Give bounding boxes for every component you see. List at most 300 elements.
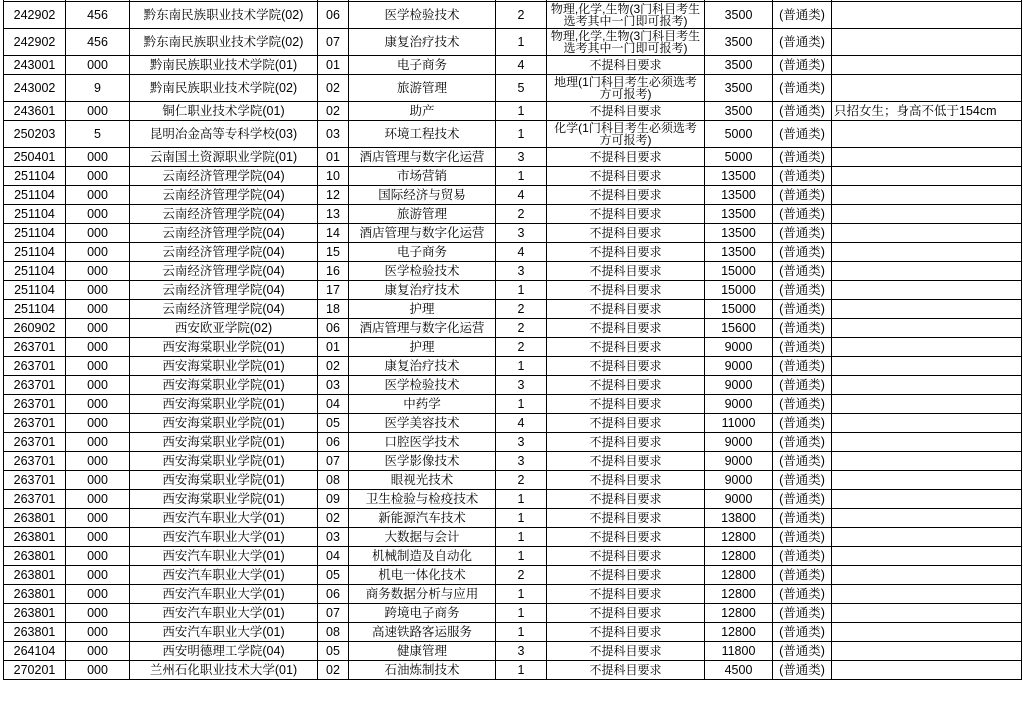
table-row — [4, 2, 1022, 29]
subject-requirement-cell: 地理(1门科目考生必须选考方可报考) — [547, 75, 705, 102]
table-row — [4, 509, 1022, 528]
subject-group-cell: 000 — [66, 338, 130, 357]
category-cell: (普通类) — [773, 2, 832, 29]
subject-requirement-cell: 不提科目要求 — [547, 205, 705, 224]
subject-requirement-cell: 不提科目要求 — [547, 148, 705, 167]
subject-requirement-cell: 化学(1门科目考生必须选考方可报考) — [547, 121, 705, 148]
subject-group-cell: 000 — [66, 585, 130, 604]
plan-count-cell: 2 — [496, 300, 547, 319]
institution-name-cell: 铜仁职业技术学院(01) — [130, 102, 318, 121]
remarks-cell — [832, 148, 1022, 167]
subject-group-cell: 000 — [66, 148, 130, 167]
category-cell: (普通类) — [773, 490, 832, 509]
major-code-cell: 01 — [318, 148, 349, 167]
table-row — [4, 471, 1022, 490]
tuition-cell: 13500 — [705, 243, 773, 262]
major-code-cell: 13 — [318, 205, 349, 224]
category-cell: (普通类) — [773, 395, 832, 414]
major-name-cell: 市场营销 — [349, 167, 496, 186]
institution-code-cell: 263701 — [4, 414, 66, 433]
tuition-cell: 13500 — [705, 224, 773, 243]
institution-code-cell: 263701 — [4, 376, 66, 395]
category-cell: (普通类) — [773, 338, 832, 357]
major-code-cell: 05 — [318, 414, 349, 433]
major-name-cell: 商务数据分析与应用 — [349, 585, 496, 604]
category-cell: (普通类) — [773, 205, 832, 224]
major-name-cell: 医学美容技术 — [349, 414, 496, 433]
institution-code-cell: 263801 — [4, 547, 66, 566]
subject-requirement-cell: 不提科目要求 — [547, 376, 705, 395]
tuition-cell: 9000 — [705, 395, 773, 414]
major-name-cell: 旅游管理 — [349, 75, 496, 102]
admission-plan-table — [3, 0, 1022, 680]
remarks-cell — [832, 29, 1022, 56]
subject-group-cell: 000 — [66, 186, 130, 205]
category-cell: (普通类) — [773, 281, 832, 300]
institution-name-cell: 西安海棠职业学院(01) — [130, 471, 318, 490]
category-cell: (普通类) — [773, 509, 832, 528]
major-code-cell: 04 — [318, 547, 349, 566]
major-code-cell: 05 — [318, 566, 349, 585]
category-cell: (普通类) — [773, 528, 832, 547]
remarks-cell — [832, 585, 1022, 604]
plan-count-cell: 1 — [496, 395, 547, 414]
subject-group-cell: 000 — [66, 319, 130, 338]
category-cell: (普通类) — [773, 585, 832, 604]
major-name-cell: 康复治疗技术 — [349, 357, 496, 376]
institution-code-cell: 263701 — [4, 452, 66, 471]
institution-code-cell: 251104 — [4, 262, 66, 281]
major-code-cell: 08 — [318, 471, 349, 490]
tuition-cell: 12800 — [705, 528, 773, 547]
table-row — [4, 102, 1022, 121]
subject-requirement-cell: 不提科目要求 — [547, 528, 705, 547]
tuition-cell: 9000 — [705, 357, 773, 376]
plan-count-cell: 4 — [496, 186, 547, 205]
institution-name-cell: 西安海棠职业学院(01) — [130, 452, 318, 471]
institution-name-cell: 西安海棠职业学院(01) — [130, 338, 318, 357]
remarks-cell — [832, 661, 1022, 680]
subject-group-cell: 000 — [66, 661, 130, 680]
category-cell: (普通类) — [773, 547, 832, 566]
institution-code-cell: 263701 — [4, 395, 66, 414]
major-name-cell: 酒店管理与数字化运营 — [349, 224, 496, 243]
institution-name-cell: 兰州石化职业技术大学(01) — [130, 661, 318, 680]
subject-requirement-cell: 不提科目要求 — [547, 642, 705, 661]
major-code-cell: 09 — [318, 490, 349, 509]
tuition-cell: 9000 — [705, 433, 773, 452]
category-cell: (普通类) — [773, 604, 832, 623]
major-name-cell: 酒店管理与数字化运营 — [349, 148, 496, 167]
institution-name-cell: 云南经济管理学院(04) — [130, 205, 318, 224]
institution-name-cell: 昆明冶金高等专科学校(03) — [130, 121, 318, 148]
remarks-cell — [832, 319, 1022, 338]
table-row — [4, 281, 1022, 300]
major-name-cell: 医学检验技术 — [349, 262, 496, 281]
plan-count-cell: 2 — [496, 566, 547, 585]
remarks-cell — [832, 56, 1022, 75]
tuition-cell: 3500 — [705, 56, 773, 75]
remarks-cell — [832, 262, 1022, 281]
institution-code-cell: 263701 — [4, 338, 66, 357]
tuition-cell: 3500 — [705, 75, 773, 102]
tuition-cell: 3500 — [705, 102, 773, 121]
remarks-cell — [832, 395, 1022, 414]
subject-group-cell: 000 — [66, 566, 130, 585]
table-row — [4, 547, 1022, 566]
subject-requirement-cell: 不提科目要求 — [547, 281, 705, 300]
subject-group-cell: 000 — [66, 433, 130, 452]
plan-count-cell: 3 — [496, 224, 547, 243]
institution-name-cell: 云南经济管理学院(04) — [130, 262, 318, 281]
major-name-cell: 健康管理 — [349, 642, 496, 661]
institution-code-cell: 263801 — [4, 585, 66, 604]
plan-count-cell: 1 — [496, 509, 547, 528]
major-code-cell: 07 — [318, 29, 349, 56]
subject-requirement-cell: 不提科目要求 — [547, 490, 705, 509]
major-name-cell: 石油炼制技术 — [349, 661, 496, 680]
subject-group-cell: 000 — [66, 376, 130, 395]
institution-name-cell: 云南经济管理学院(04) — [130, 243, 318, 262]
institution-code-cell: 251104 — [4, 224, 66, 243]
tuition-cell: 9000 — [705, 471, 773, 490]
major-name-cell: 护理 — [349, 338, 496, 357]
major-code-cell: 03 — [318, 121, 349, 148]
remarks-cell — [832, 376, 1022, 395]
major-name-cell: 跨境电子商务 — [349, 604, 496, 623]
institution-name-cell: 黔南民族职业技术学院(02) — [130, 75, 318, 102]
major-name-cell: 电子商务 — [349, 56, 496, 75]
tuition-cell: 9000 — [705, 338, 773, 357]
subject-group-cell: 000 — [66, 102, 130, 121]
institution-code-cell: 260902 — [4, 319, 66, 338]
major-name-cell: 高速铁路客运服务 — [349, 623, 496, 642]
subject-requirement-cell: 不提科目要求 — [547, 338, 705, 357]
tuition-cell: 12800 — [705, 623, 773, 642]
institution-code-cell: 263801 — [4, 566, 66, 585]
remarks-cell — [832, 281, 1022, 300]
table-row — [4, 29, 1022, 56]
subject-group-cell: 000 — [66, 56, 130, 75]
remarks-cell — [832, 642, 1022, 661]
subject-group-cell: 000 — [66, 224, 130, 243]
major-code-cell: 02 — [318, 357, 349, 376]
subject-group-cell: 000 — [66, 509, 130, 528]
institution-name-cell: 西安汽车职业大学(01) — [130, 566, 318, 585]
institution-code-cell: 251104 — [4, 281, 66, 300]
subject-group-cell: 000 — [66, 623, 130, 642]
subject-group-cell: 000 — [66, 490, 130, 509]
major-name-cell: 卫生检验与检疫技术 — [349, 490, 496, 509]
plan-count-cell: 4 — [496, 56, 547, 75]
major-name-cell: 中药学 — [349, 395, 496, 414]
major-code-cell: 05 — [318, 642, 349, 661]
subject-requirement-cell: 不提科目要求 — [547, 509, 705, 528]
institution-name-cell: 黔东南民族职业技术学院(02) — [130, 2, 318, 29]
tuition-cell: 15000 — [705, 281, 773, 300]
subject-group-cell: 000 — [66, 414, 130, 433]
plan-count-cell: 1 — [496, 29, 547, 56]
major-code-cell: 12 — [318, 186, 349, 205]
subject-requirement-cell: 不提科目要求 — [547, 300, 705, 319]
plan-count-cell: 4 — [496, 243, 547, 262]
institution-name-cell: 黔东南民族职业技术学院(02) — [130, 29, 318, 56]
institution-name-cell: 西安汽车职业大学(01) — [130, 528, 318, 547]
plan-count-cell: 3 — [496, 148, 547, 167]
major-code-cell: 10 — [318, 167, 349, 186]
institution-name-cell: 西安汽车职业大学(01) — [130, 547, 318, 566]
table-row — [4, 623, 1022, 642]
institution-name-cell: 云南国土资源职业学院(01) — [130, 148, 318, 167]
category-cell: (普通类) — [773, 566, 832, 585]
tuition-cell: 15000 — [705, 300, 773, 319]
table-row — [4, 56, 1022, 75]
table-row — [4, 585, 1022, 604]
tuition-cell: 4500 — [705, 661, 773, 680]
institution-code-cell: 263701 — [4, 357, 66, 376]
major-name-cell: 助产 — [349, 102, 496, 121]
major-code-cell: 07 — [318, 604, 349, 623]
tuition-cell: 11800 — [705, 642, 773, 661]
category-cell: (普通类) — [773, 471, 832, 490]
category-cell: (普通类) — [773, 452, 832, 471]
subject-requirement-cell: 不提科目要求 — [547, 604, 705, 623]
institution-name-cell: 云南经济管理学院(04) — [130, 300, 318, 319]
plan-count-cell: 1 — [496, 167, 547, 186]
remarks-cell — [832, 490, 1022, 509]
category-cell: (普通类) — [773, 319, 832, 338]
tuition-cell: 15000 — [705, 262, 773, 281]
tuition-cell: 13500 — [705, 167, 773, 186]
remarks-cell — [832, 243, 1022, 262]
tuition-cell: 12800 — [705, 566, 773, 585]
remarks-cell — [832, 167, 1022, 186]
table-row — [4, 186, 1022, 205]
major-code-cell: 06 — [318, 2, 349, 29]
plan-count-cell: 3 — [496, 452, 547, 471]
subject-group-cell: 000 — [66, 167, 130, 186]
plan-count-cell: 4 — [496, 414, 547, 433]
table-row — [4, 300, 1022, 319]
tuition-cell: 3500 — [705, 2, 773, 29]
category-cell: (普通类) — [773, 148, 832, 167]
remarks-cell — [832, 452, 1022, 471]
tuition-cell: 12800 — [705, 604, 773, 623]
subject-requirement-cell: 不提科目要求 — [547, 661, 705, 680]
subject-group-cell: 000 — [66, 642, 130, 661]
plan-count-cell: 1 — [496, 661, 547, 680]
major-name-cell: 医学检验技术 — [349, 376, 496, 395]
institution-code-cell: 251104 — [4, 243, 66, 262]
major-code-cell: 03 — [318, 376, 349, 395]
subject-requirement-cell: 不提科目要求 — [547, 186, 705, 205]
table-row — [4, 167, 1022, 186]
subject-group-cell: 000 — [66, 547, 130, 566]
institution-name-cell: 西安汽车职业大学(01) — [130, 509, 318, 528]
major-code-cell: 14 — [318, 224, 349, 243]
plan-count-cell: 2 — [496, 338, 547, 357]
table-body — [4, 0, 1022, 680]
institution-code-cell: 263701 — [4, 471, 66, 490]
subject-requirement-cell: 不提科目要求 — [547, 414, 705, 433]
tuition-cell: 5000 — [705, 121, 773, 148]
subject-group-cell: 000 — [66, 604, 130, 623]
table-row — [4, 357, 1022, 376]
category-cell: (普通类) — [773, 75, 832, 102]
subject-requirement-cell: 不提科目要求 — [547, 102, 705, 121]
subject-requirement-cell: 不提科目要求 — [547, 433, 705, 452]
institution-name-cell: 西安汽车职业大学(01) — [130, 604, 318, 623]
subject-group-cell: 000 — [66, 243, 130, 262]
subject-requirement-cell: 不提科目要求 — [547, 566, 705, 585]
remarks-cell — [832, 471, 1022, 490]
subject-group-cell: 5 — [66, 121, 130, 148]
institution-code-cell: 243001 — [4, 56, 66, 75]
category-cell: (普通类) — [773, 623, 832, 642]
plan-count-cell: 2 — [496, 205, 547, 224]
remarks-cell — [832, 121, 1022, 148]
tuition-cell: 9000 — [705, 376, 773, 395]
institution-name-cell: 黔南民族职业技术学院(01) — [130, 56, 318, 75]
tuition-cell: 15600 — [705, 319, 773, 338]
plan-count-cell: 3 — [496, 642, 547, 661]
institution-name-cell: 云南经济管理学院(04) — [130, 281, 318, 300]
plan-count-cell: 1 — [496, 281, 547, 300]
subject-requirement-cell: 不提科目要求 — [547, 471, 705, 490]
major-code-cell: 02 — [318, 509, 349, 528]
tuition-cell: 12800 — [705, 547, 773, 566]
plan-count-cell: 1 — [496, 102, 547, 121]
subject-requirement-cell: 物理,化学,生物(3门科目考生选考其中一门即可报考) — [547, 2, 705, 29]
subject-requirement-cell: 不提科目要求 — [547, 262, 705, 281]
table-row — [4, 395, 1022, 414]
tuition-cell: 9000 — [705, 452, 773, 471]
tuition-cell: 13500 — [705, 205, 773, 224]
institution-code-cell: 251104 — [4, 205, 66, 224]
institution-name-cell: 西安海棠职业学院(01) — [130, 414, 318, 433]
table-row — [4, 224, 1022, 243]
institution-name-cell: 西安欧亚学院(02) — [130, 319, 318, 338]
institution-code-cell: 263801 — [4, 509, 66, 528]
plan-count-cell: 1 — [496, 585, 547, 604]
subject-group-cell: 456 — [66, 29, 130, 56]
subject-requirement-cell: 不提科目要求 — [547, 395, 705, 414]
remarks-cell — [832, 338, 1022, 357]
major-code-cell: 06 — [318, 319, 349, 338]
category-cell: (普通类) — [773, 661, 832, 680]
institution-code-cell: 251104 — [4, 167, 66, 186]
institution-name-cell: 西安海棠职业学院(01) — [130, 490, 318, 509]
table-row — [4, 604, 1022, 623]
category-cell: (普通类) — [773, 121, 832, 148]
institution-code-cell: 263801 — [4, 623, 66, 642]
major-code-cell: 02 — [318, 75, 349, 102]
institution-code-cell: 264104 — [4, 642, 66, 661]
institution-name-cell: 云南经济管理学院(04) — [130, 224, 318, 243]
institution-name-cell: 云南经济管理学院(04) — [130, 186, 318, 205]
category-cell: (普通类) — [773, 167, 832, 186]
institution-name-cell: 云南经济管理学院(04) — [130, 167, 318, 186]
table-row — [4, 148, 1022, 167]
plan-count-cell: 1 — [496, 547, 547, 566]
subject-group-cell: 000 — [66, 471, 130, 490]
category-cell: (普通类) — [773, 376, 832, 395]
plan-count-cell: 3 — [496, 262, 547, 281]
major-name-cell: 医学检验技术 — [349, 2, 496, 29]
institution-name-cell: 西安海棠职业学院(01) — [130, 357, 318, 376]
table-row — [4, 433, 1022, 452]
subject-group-cell: 000 — [66, 395, 130, 414]
subject-requirement-cell: 不提科目要求 — [547, 56, 705, 75]
category-cell: (普通类) — [773, 224, 832, 243]
institution-code-cell: 242902 — [4, 29, 66, 56]
table-row — [4, 75, 1022, 102]
category-cell: (普通类) — [773, 102, 832, 121]
tuition-cell: 13800 — [705, 509, 773, 528]
subject-requirement-cell: 不提科目要求 — [547, 547, 705, 566]
institution-code-cell: 243601 — [4, 102, 66, 121]
category-cell: (普通类) — [773, 357, 832, 376]
table-row — [4, 262, 1022, 281]
table-row — [4, 642, 1022, 661]
plan-count-cell: 5 — [496, 75, 547, 102]
institution-code-cell: 263701 — [4, 433, 66, 452]
subject-group-cell: 000 — [66, 300, 130, 319]
tuition-cell: 5000 — [705, 148, 773, 167]
category-cell: (普通类) — [773, 243, 832, 262]
major-code-cell: 02 — [318, 102, 349, 121]
major-name-cell: 机械制造及自动化 — [349, 547, 496, 566]
tuition-cell: 9000 — [705, 490, 773, 509]
tuition-cell: 12800 — [705, 585, 773, 604]
table-row — [4, 319, 1022, 338]
remarks-cell — [832, 205, 1022, 224]
category-cell: (普通类) — [773, 300, 832, 319]
major-code-cell: 02 — [318, 661, 349, 680]
major-name-cell: 环境工程技术 — [349, 121, 496, 148]
major-name-cell: 国际经济与贸易 — [349, 186, 496, 205]
subject-requirement-cell: 不提科目要求 — [547, 319, 705, 338]
institution-code-cell: 242902 — [4, 2, 66, 29]
table-row — [4, 338, 1022, 357]
subject-requirement-cell: 不提科目要求 — [547, 357, 705, 376]
major-code-cell: 15 — [318, 243, 349, 262]
plan-count-cell: 1 — [496, 357, 547, 376]
subject-group-cell: 000 — [66, 205, 130, 224]
subject-group-cell: 000 — [66, 281, 130, 300]
remarks-cell — [832, 2, 1022, 29]
major-code-cell: 03 — [318, 528, 349, 547]
tuition-cell: 13500 — [705, 186, 773, 205]
subject-group-cell: 456 — [66, 2, 130, 29]
institution-code-cell: 251104 — [4, 300, 66, 319]
institution-code-cell: 251104 — [4, 186, 66, 205]
subject-requirement-cell: 不提科目要求 — [547, 224, 705, 243]
remarks-cell — [832, 224, 1022, 243]
subject-group-cell: 000 — [66, 262, 130, 281]
table-row — [4, 528, 1022, 547]
major-name-cell: 康复治疗技术 — [349, 281, 496, 300]
major-name-cell: 护理 — [349, 300, 496, 319]
plan-count-cell: 1 — [496, 623, 547, 642]
remarks-cell — [832, 186, 1022, 205]
remarks-cell — [832, 566, 1022, 585]
table-row — [4, 205, 1022, 224]
institution-code-cell: 250203 — [4, 121, 66, 148]
plan-count-cell: 2 — [496, 2, 547, 29]
category-cell: (普通类) — [773, 414, 832, 433]
plan-count-cell: 1 — [496, 604, 547, 623]
